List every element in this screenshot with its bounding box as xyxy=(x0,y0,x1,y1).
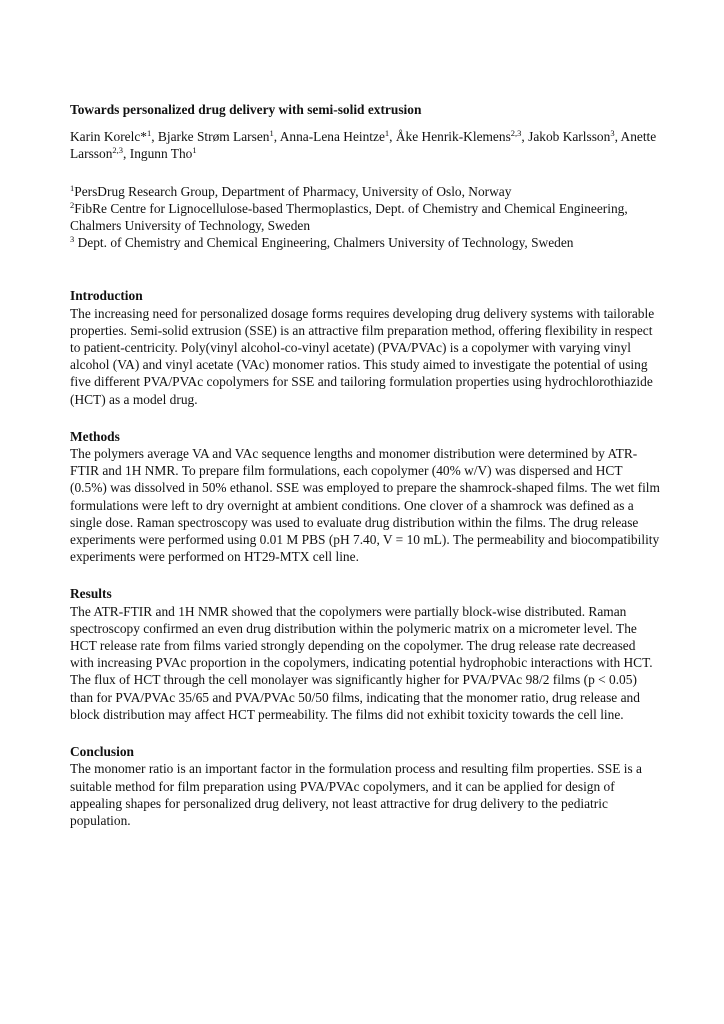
section-conclusion xyxy=(70,743,660,829)
author: Jakob Karlsson$^3$, xyxy=(528,128,621,145)
affiliation-number: 1 xyxy=(70,182,75,193)
paper-content xyxy=(70,101,660,849)
section-heading: Methods xyxy=(70,428,120,444)
section-heading: Conclusion xyxy=(70,744,134,760)
affiliation-number: 3 xyxy=(70,234,75,245)
section-body: The monomer ratio is an important factor in the formulation process and resulting film properties. SSE is a suitable method for film preparation using PVA/PVAc copolymers, and it can be applied for design of appealing shapes for personalized drug delivery, not least attractive for drug delivery to the pediatric population. xyxy=(70,761,642,828)
author: Bjarke Strøm Larsen$^1$, xyxy=(157,128,280,145)
section-heading: Introduction xyxy=(70,288,143,304)
paper-title: Towards personalized drug delivery with semi-solid extrusion xyxy=(70,102,422,117)
author: Ingunn Tho$^1$ xyxy=(129,145,197,162)
section-body: The increasing need for personalized dosage forms requires developing drug delivery systems with tailorable properties. Semi-solid extrusion (SSE) is an attractive film preparation method, offering flexibility in respect to patient-centricity. Poly(vinyl alcohol-co-vinyl acetate) (PVA/PVAc) is a copolymer with varying vinyl alcohol (VA) and vinyl acetate (VAc) monomer ratios. This study aimed to investigate the potential of using five different PVA/PVAc copolymers for SSE and tailoring formulation properties using hydrochlorothiazide (HCT) as a model drug. xyxy=(70,305,655,407)
affiliation: $^1$PersDrug Research Group, Department of Pharmacy, University of Oslo, Norway xyxy=(70,182,512,199)
author-affiliation-sup: 1 xyxy=(146,128,152,139)
author-affiliation-sup: 2,3 xyxy=(112,145,124,156)
author: Åke Henrik-Klemens$^{2,3}$, xyxy=(395,128,529,145)
author-list xyxy=(70,128,660,162)
author-affiliation-sup: 3 xyxy=(610,128,615,139)
affiliation: $^2$FibRe Centre for Lignocellulose-based Thermoplastics, Dept. of Chemistry and Chemical Engineering, Chalmers University of Technology, Sweden xyxy=(70,199,628,234)
author-affiliation-sup: 1 xyxy=(269,128,274,139)
section-body: The ATR-FTIR and 1H NMR showed that the copolymers were partially block-wise distributed. Raman spectroscopy confirmed an even drug distribution within the polymeric matrix on a micrometer level. The HCT release rate from films varied strongly depending on the copolymer. The drug release rate decreased with increasing PVAc proportion in the copolymers, indicating potential hydrophobic interactions with HCT. The flux of HCT through the cell monolayer was significantly higher for PVA/PVAc 98/2 films (p < 0.05) than for PVA/PVAc 35/65 and PVA/PVAc 50/50 films, indicating that the monomer ratio, drug release and block distribution may affect HCT permeability. The films did not exhibit toxicity towards the cell line. xyxy=(70,603,653,722)
author-affiliation-sup: 2,3 xyxy=(510,128,522,139)
section-body: The polymers average VA and VAc sequence lengths and monomer distribution were determined by ATR-FTIR and 1H NMR. To prepare film formulations, each copolymer (40% w/V) was dispersed and HCT (0.5%) was dissolved in 50% ethanol. SSE was employed to prepare the shamrock-shaped films. The wet film formulations were left to dry overnight at ambient conditions. One clover of a shamrock was defined as a single dose. Raman spectroscopy was used to evaluate drug distribution within the films. The drug release experiments were performed using 0.01 M PBS (pH 7.40, V = 10 mL). The permeability and biocompatibility experiments were performed on HT29-MTX cell line. xyxy=(70,446,660,565)
author-affiliation-sup: 1 xyxy=(192,145,197,156)
section-results xyxy=(70,585,660,723)
section-introduction xyxy=(70,287,660,407)
section-methods xyxy=(70,428,660,566)
author: Anette Larsson$^{2,3}$, xyxy=(70,129,657,162)
section-heading: Results xyxy=(70,586,112,602)
affiliation-number: 2 xyxy=(70,199,75,210)
affiliation-list xyxy=(70,183,660,252)
affiliation: $^3$ Dept. of Chemistry and Chemical Engineering, Chalmers University of Technology, Sweden xyxy=(70,234,574,251)
author-affiliation-sup: 1 xyxy=(384,128,390,139)
author: Karin Korelc*$^1$, xyxy=(70,128,158,145)
author: Anna-Lena Heintze$^1$, xyxy=(279,128,396,145)
